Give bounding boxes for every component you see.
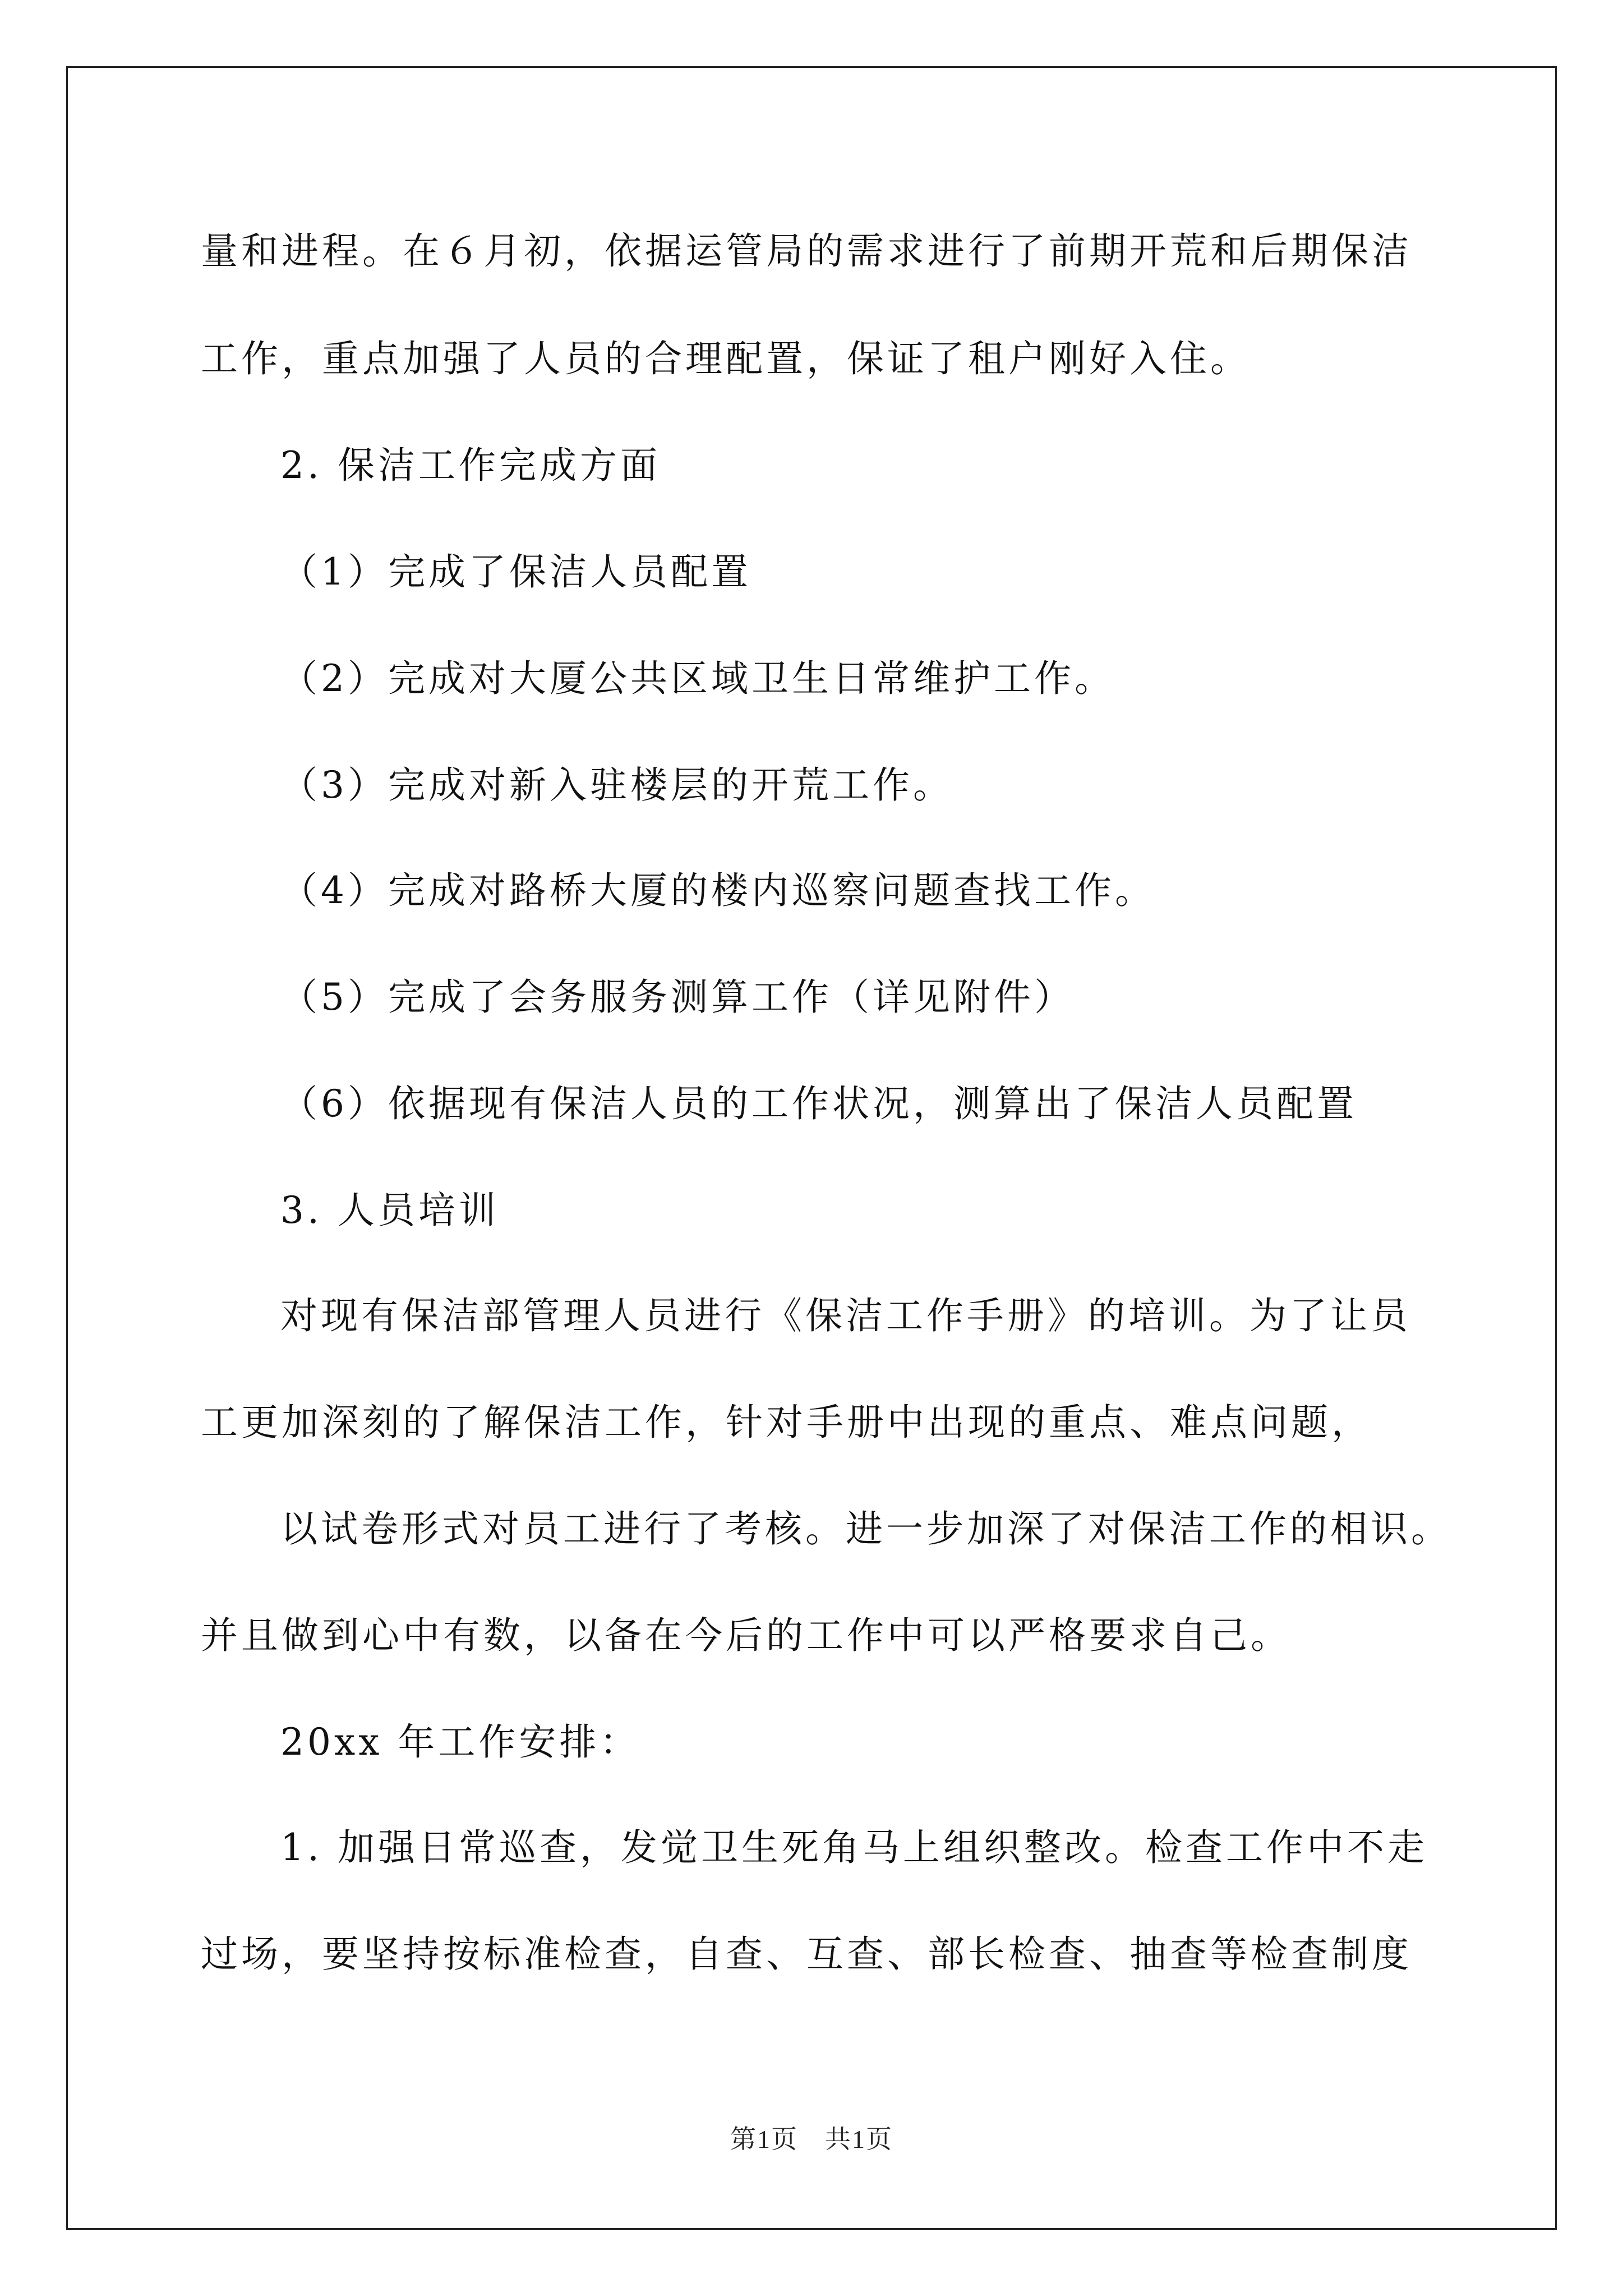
- paragraph-line: 对现有保洁部管理人员进行《保洁工作手册》的培训。为了让员: [280, 1294, 1411, 1337]
- paragraph-line: 过场，要坚持按标准检查，自查、互查、部长检查、抽查等检查制度: [201, 1932, 1412, 1976]
- list-item: （5）完成了会务服务测算工作（详见附件）: [280, 976, 1075, 1019]
- list-item: （1）完成了保洁人员配置: [280, 550, 751, 593]
- paragraph-line: 量和进程。在６月初，依据运管局的需求进行了前期开荒和后期保洁: [201, 229, 1412, 273]
- section-heading: 2. 保洁工作完成方面: [280, 444, 661, 487]
- section-heading: 3. 人员培训: [280, 1189, 499, 1232]
- list-item: （4）完成对路桥大厦的楼内巡察问题查找工作。: [280, 869, 1155, 912]
- paragraph-line: 工作，重点加强了人员的合理配置，保证了租户刚好入住。: [201, 337, 1251, 380]
- paragraph-line: 并且做到心中有数，以备在今后的工作中可以严格要求自己。: [201, 1614, 1291, 1657]
- list-item: （6）依据现有保洁人员的工作状况，测算出了保洁人员配置: [280, 1082, 1357, 1125]
- list-item: （2）完成对大厦公共区域卫生日常维护工作。: [280, 657, 1115, 700]
- paragraph-line: 以试卷形式对员工进行了考核。进一步加深了对保洁工作的相识。: [280, 1507, 1451, 1550]
- paragraph-line: 1. 加强日常巡查，发觉卫生死角马上组织整改。检查工作中不走: [280, 1826, 1428, 1869]
- paragraph-line: 工更加深刻的了解保洁工作，针对手册中出现的重点、难点问题，: [201, 1401, 1372, 1444]
- page-footer: 第1页 共1页: [730, 2125, 893, 2154]
- page-border: [66, 66, 1557, 2230]
- list-item: （3）完成对新入驻楼层的开荒工作。: [280, 763, 953, 807]
- section-heading: 20xx 年工作安排：: [280, 1720, 640, 1764]
